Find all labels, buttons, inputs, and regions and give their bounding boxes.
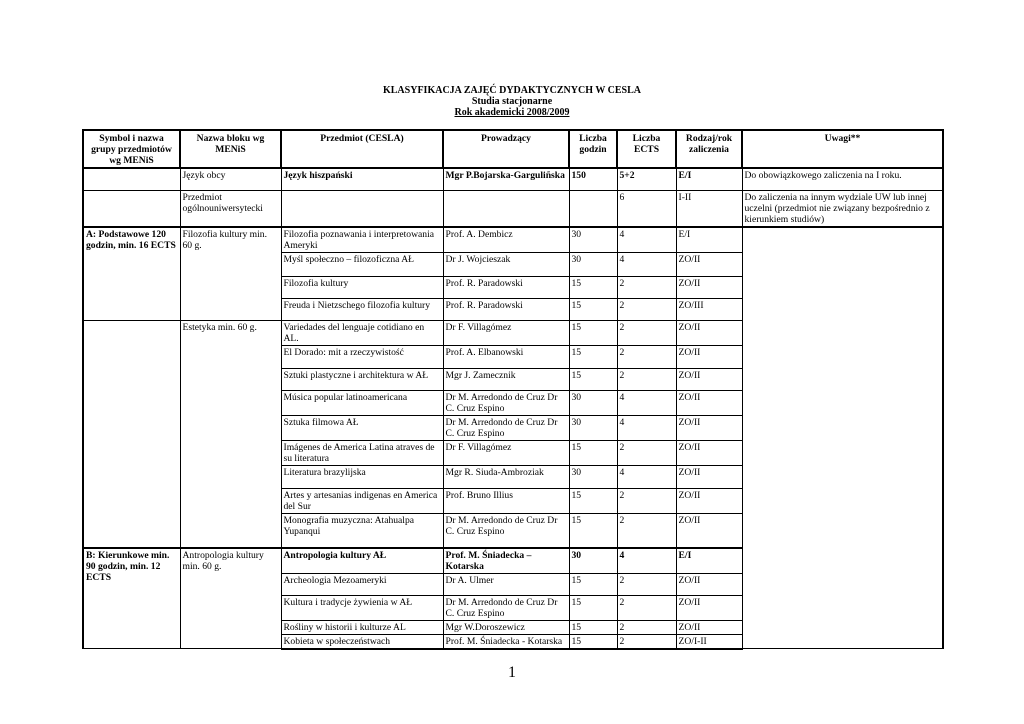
- hours-cell: 30: [569, 416, 617, 441]
- ects-cell: 2: [617, 573, 676, 595]
- teacher-cell: Dr M. Arredondo de Cruz Dr C. Cruz Espino: [443, 391, 569, 416]
- subject-cell: Rośliny w historii i kulturze AL: [281, 620, 443, 634]
- type-cell: ZO/II: [676, 369, 742, 391]
- group-cell: [83, 190, 180, 227]
- header-ects: Liczba ECTS: [617, 130, 676, 168]
- header-hours: Liczba godzin: [569, 130, 617, 168]
- ects-cell: 2: [617, 489, 676, 514]
- hours-cell: 30: [569, 548, 617, 574]
- block-cell: Estetyka min. 60 g.: [180, 321, 281, 548]
- teacher-cell: Prof. Bruno Illius: [443, 489, 569, 514]
- course-classification-table: [82, 129, 944, 650]
- teacher-cell: Prof. A. Elbanowski: [443, 346, 569, 369]
- ects-cell: 2: [617, 277, 676, 299]
- teacher-cell: Dr A. Ulmer: [443, 573, 569, 595]
- teacher-cell: Dr M. Arredondo de Cruz Dr C. Cruz Espino: [443, 416, 569, 441]
- ects-cell: 4: [617, 416, 676, 441]
- table-row: [83, 190, 943, 227]
- hours-cell: 30: [569, 391, 617, 416]
- subject-cell: Música popular latinoamericana: [281, 391, 443, 416]
- page-number: 1: [508, 664, 516, 681]
- teacher-cell: Prof. A. Dembicz: [443, 227, 569, 253]
- type-cell: ZO/II: [676, 416, 742, 441]
- hours-cell: 30: [569, 253, 617, 277]
- teacher-cell: Dr M. Arredondo de Cruz Dr C. Cruz Espino: [443, 514, 569, 548]
- hours-cell: 15: [569, 634, 617, 649]
- teacher-cell: [443, 190, 569, 227]
- teacher-cell: Dr M. Arredondo de Cruz Dr C. Cruz Espino: [443, 595, 569, 620]
- type-cell: ZO/I-II: [676, 634, 742, 649]
- header-teacher: Prowadzący: [443, 130, 569, 168]
- ects-cell: 4: [617, 227, 676, 253]
- header-subject: Przedmiot (CESLA): [281, 130, 443, 168]
- subject-cell: Kobieta w społeczeństwach: [281, 634, 443, 649]
- subject-cell: El Dorado: mit a rzeczywistość: [281, 346, 443, 369]
- table-row: [83, 227, 943, 253]
- teacher-cell: Prof. R. Paradowski: [443, 277, 569, 299]
- teacher-cell: Dr J. Wojcieszak: [443, 253, 569, 277]
- type-cell: ZO/II: [676, 573, 742, 595]
- ects-cell: 6: [617, 190, 676, 227]
- teacher-cell: Prof. R. Paradowski: [443, 299, 569, 321]
- header-notes: Uwagi**: [742, 130, 943, 168]
- ects-cell: 2: [617, 321, 676, 346]
- notes-cell: Do obowiązkowego zaliczenia na I roku.: [742, 168, 943, 190]
- type-cell: E/I: [676, 227, 742, 253]
- ects-cell: 5+2: [617, 168, 676, 190]
- hours-cell: 15: [569, 620, 617, 634]
- ects-cell: 4: [617, 466, 676, 489]
- ects-cell: 4: [617, 548, 676, 574]
- notes-cell: Do zaliczenia na innym wydziale UW lub innej uczelni (przedmiot nie związany bezpośrednio z kierunkiem studiów): [742, 190, 943, 227]
- subject-cell: Myśl społeczno – filozoficzna AŁ: [281, 253, 443, 277]
- teacher-cell: Mgr R. Siuda-Ambroziak: [443, 466, 569, 489]
- hours-cell: 15: [569, 346, 617, 369]
- document-title: KLASYFIKACJA ZAJĘĆ DYDAKTYCZNYCH W CESLA: [382, 85, 641, 96]
- ects-cell: 2: [617, 441, 676, 466]
- subject-cell: Antropologia kultury AŁ: [281, 548, 443, 574]
- hours-cell: 30: [569, 466, 617, 489]
- hours-cell: 15: [569, 489, 617, 514]
- group-cell: [83, 321, 180, 548]
- hours-cell: 15: [569, 321, 617, 346]
- subject-cell: Sztuka filmowa AŁ: [281, 416, 443, 441]
- type-cell: ZO/II: [676, 514, 742, 548]
- hours-cell: 15: [569, 573, 617, 595]
- ects-cell: 2: [617, 346, 676, 369]
- document-subtitle: Studia stacjonarne: [471, 96, 553, 107]
- ects-cell: 2: [617, 369, 676, 391]
- hours-cell: 150: [569, 168, 617, 190]
- type-cell: ZO/II: [676, 253, 742, 277]
- type-cell: ZO/II: [676, 321, 742, 346]
- group-cell: A: Podstawowe 120 godzin, min. 16 ECTS: [83, 227, 180, 321]
- ects-cell: 2: [617, 634, 676, 649]
- hours-cell: 15: [569, 299, 617, 321]
- block-cell: Antropologia kultury min. 60 g.: [180, 548, 281, 649]
- header-group: Symbol i nazwa grupy przedmiotów wg MENiS: [83, 130, 180, 168]
- hours-cell: 15: [569, 369, 617, 391]
- group-cell: [83, 168, 180, 190]
- type-cell: ZO/II: [676, 466, 742, 489]
- type-cell: ZO/II: [676, 277, 742, 299]
- block-cell: Filozofia kultury min. 60 g.: [180, 227, 281, 321]
- type-cell: I-II: [676, 190, 742, 227]
- subject-cell: Archeologia Mezoameryki: [281, 573, 443, 595]
- hours-cell: 15: [569, 441, 617, 466]
- subject-cell: Imágenes de America Latina atraves de su literatura: [281, 441, 443, 466]
- teacher-cell: Dr F. Villagómez: [443, 441, 569, 466]
- header-block: Nazwa bloku wg MENiS: [180, 130, 281, 168]
- subject-cell: Freuda i Nietzschego filozofia kultury: [281, 299, 443, 321]
- type-cell: E/I: [676, 168, 742, 190]
- type-cell: ZO/III: [676, 299, 742, 321]
- type-cell: ZO/II: [676, 391, 742, 416]
- teacher-cell: Mgr J. Zamecznik: [443, 369, 569, 391]
- teacher-cell: Mgr W.Doroszewicz: [443, 620, 569, 634]
- ects-cell: 2: [617, 595, 676, 620]
- table-row: [83, 168, 943, 190]
- block-cell: Język obcy: [180, 168, 281, 190]
- ects-cell: 2: [617, 620, 676, 634]
- teacher-cell: Prof. M. Śniadecka – Kotarska: [443, 548, 569, 574]
- academic-year: Rok akademicki 2008/2009: [454, 107, 570, 118]
- ects-cell: 2: [617, 299, 676, 321]
- subject-cell: Język hiszpański: [281, 168, 443, 190]
- hours-cell: 15: [569, 277, 617, 299]
- ects-cell: 4: [617, 391, 676, 416]
- subject-cell: Filozofia poznawania i interpretowania Ameryki: [281, 227, 443, 253]
- subject-cell: Variedades del lenguaje cotidiano en AL.: [281, 321, 443, 346]
- type-cell: ZO/II: [676, 595, 742, 620]
- hours-cell: 15: [569, 595, 617, 620]
- subject-cell: Filozofia kultury: [281, 277, 443, 299]
- subject-cell: Artes y artesanias indigenas en America del Sur: [281, 489, 443, 514]
- teacher-cell: Prof. M. Śniadecka - Kotarska: [443, 634, 569, 649]
- subject-cell: Kultura i tradycje żywienia w AŁ: [281, 595, 443, 620]
- subject-cell: Literatura brazylijska: [281, 466, 443, 489]
- hours-cell: [569, 190, 617, 227]
- hours-cell: 15: [569, 514, 617, 548]
- type-cell: ZO/II: [676, 441, 742, 466]
- teacher-cell: Mgr P.Bojarska-Garguliñska: [443, 168, 569, 190]
- type-cell: ZO/II: [676, 489, 742, 514]
- notes-cell: [742, 227, 943, 649]
- teacher-cell: Dr F. Villagómez: [443, 321, 569, 346]
- header-type: Rodzaj/rok zaliczenia: [676, 130, 742, 168]
- ects-cell: 2: [617, 514, 676, 548]
- hours-cell: 30: [569, 227, 617, 253]
- type-cell: ZO/II: [676, 346, 742, 369]
- subject-cell: Sztuki plastyczne i architektura w AŁ: [281, 369, 443, 391]
- type-cell: E/I: [676, 548, 742, 574]
- type-cell: ZO/II: [676, 620, 742, 634]
- subject-cell: Monografia muzyczna: Atahualpa Yupanqui: [281, 514, 443, 548]
- block-cell: Przedmiot ogólnouniwersytecki: [180, 190, 281, 227]
- ects-cell: 4: [617, 253, 676, 277]
- table-header-row: [83, 130, 943, 168]
- subject-cell: [281, 190, 443, 227]
- group-cell: B: Kierunkowe min. 90 godzin, min. 12 ECTS: [83, 548, 180, 649]
